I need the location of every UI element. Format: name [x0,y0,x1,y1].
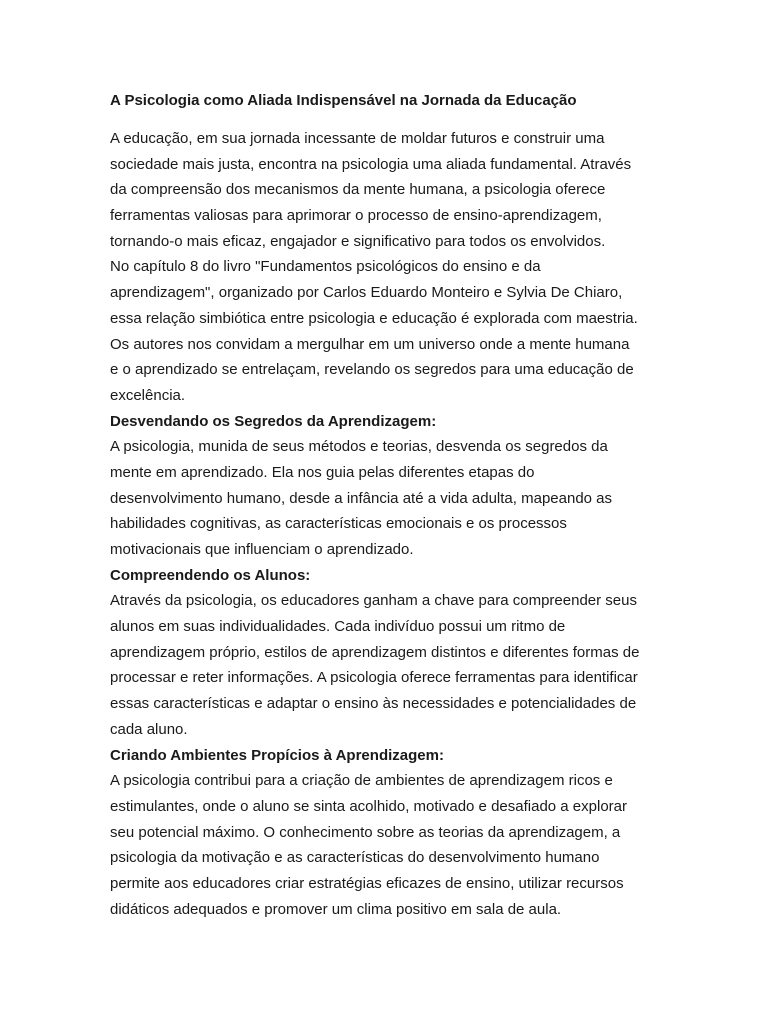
body-text-line: aprendizagem", organizado por Carlos Eduardo Monteiro e Sylvia De Chiaro, [110,284,623,302]
body-text-line: essa relação simbiótica entre psicologia e educação é explorada com maestria. [110,309,638,327]
body-text-line: psicologia da motivação e as características do desenvolvimento humano [110,849,600,867]
body-text-line: A psicologia contribui para a criação de ambientes de aprendizagem ricos e [110,772,613,790]
body-text-line: desenvolvimento humano, desde a infância até a vida adulta, mapeando as [110,489,613,507]
body-text-line: Através da psicologia, os educadores ganham a chave para compreender seus [110,592,637,610]
body-text-line: sociedade mais justa, encontra na psicologia uma aliada fundamental. Através [110,155,632,173]
body-text-line: essas características e adaptar o ensino às necessidades e potencialidades de [110,695,637,713]
document-body [110,126,666,922]
body-text-line: excelência. [110,386,186,404]
body-text-line: habilidades cognitivas, as características emocionais e os processos [110,515,567,533]
body-text-line: tornando-o mais eficaz, engajador e significativo para todos os envolvidos. [110,232,606,250]
body-text-line: didáticos adequados e promover um clima positivo em sala de aula. [110,900,562,918]
body-text-line: No capítulo 8 do livro "Fundamentos psicológicos do ensino e da [110,258,541,276]
body-text-line: estimulantes, onde o aluno se sinta acolhido, motivado e desafiado a explorar [110,797,627,815]
body-text-line: aprendizagem próprio, estilos de aprendizagem distintos e diferentes formas de [110,643,640,661]
body-text-line: mente em aprendizado. Ela nos guia pelas diferentes etapas do [110,463,535,481]
body-text-line: ferramentas valiosas para aprimorar o processo de ensino-aprendizagem, [110,207,602,225]
body-text-line: da compreensão dos mecanismos da mente humana, a psicologia oferece [110,181,606,199]
body-text-line: cada aluno. [110,720,188,738]
section-heading: Compreendendo os Alunos: [110,566,311,584]
body-text-line: processar e reter informações. A psicologia oferece ferramentas para identificar [110,669,638,687]
body-text-line: permite aos educadores criar estratégias eficazes de ensino, utilizar recursos [110,874,624,892]
document-page [110,88,666,922]
section-heading: Criando Ambientes Propícios à Aprendizagem: [110,746,444,764]
body-text-line: Os autores nos convidam a mergulhar em um universo onde a mente humana [110,335,630,353]
body-text-line: seu potencial máximo. O conhecimento sobre as teorias da aprendizagem, a [110,823,621,841]
body-text-line: A psicologia, munida de seus métodos e teorias, desvenda os segredos da [110,438,608,456]
body-text-line: motivacionais que influenciam o aprendizado. [110,541,414,558]
section-heading: Desvendando os Segredos da Aprendizagem: [110,412,437,430]
document-title: A Psicologia como Aliada Indispensável na Jornada da Educação [110,92,577,109]
body-text-line: alunos em suas individualidades. Cada indivíduo possui um ritmo de [110,618,566,636]
body-text-line: e o aprendizado se entrelaçam, revelando os segredos para uma educação de [110,361,634,379]
body-text-line: A educação, em sua jornada incessante de moldar futuros e construir uma [110,130,605,147]
